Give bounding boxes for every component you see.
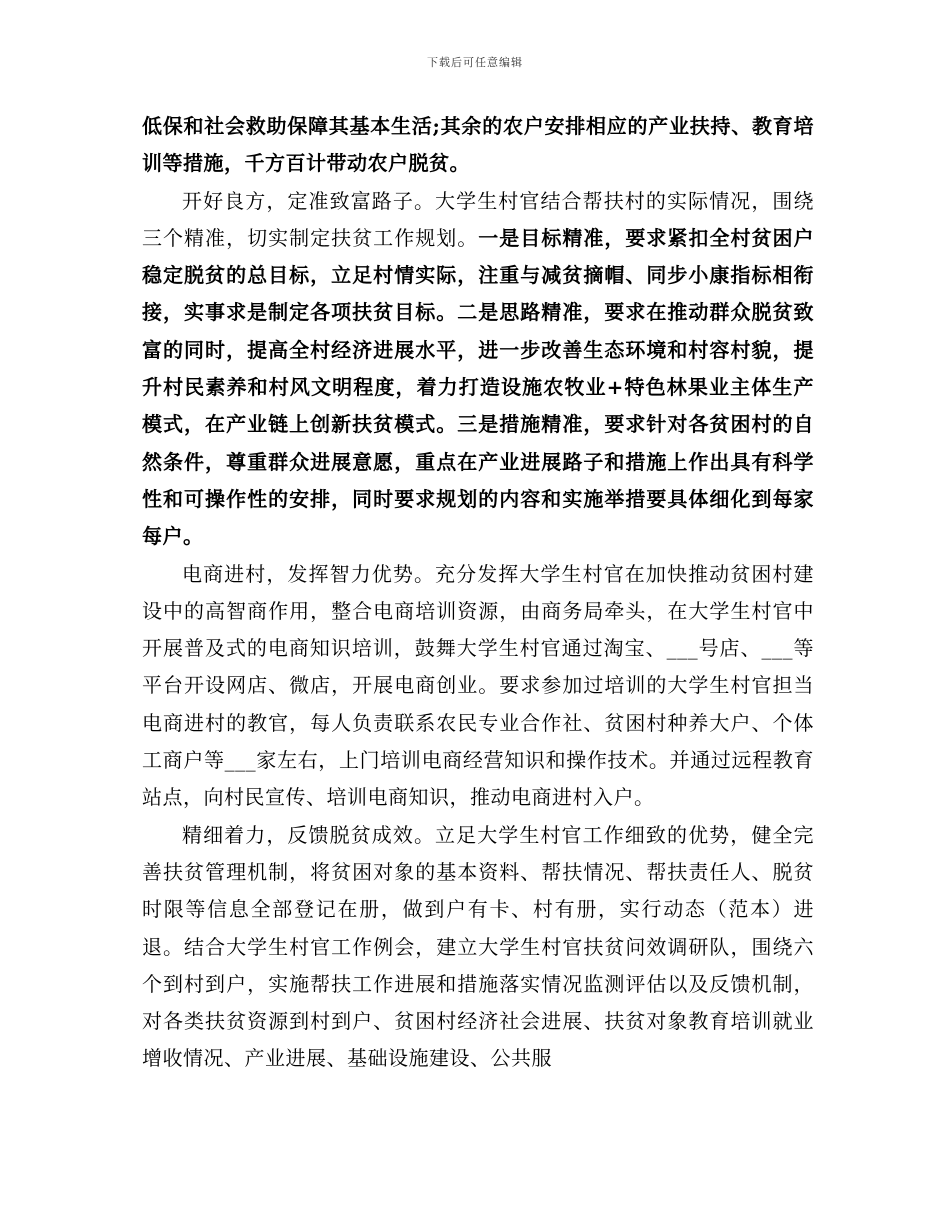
paragraph-3-text: 电商进村，发挥智力优势。充分发挥大学生村官在加快推动贫困村建设中的高智商作用，整合电商培训资源，由商务局牵头，在大学生村官中开展普及式的电商知识培训，鼓舞大学生村官通过淘宝、___号店、___等平台开设网店、微店，开展电商创业。要求参加过培训的大学生村官担当电商进村的教官，每人负责联系农民专业合作社、贫困村种养大户、个体工商户等___家左右，上门培训电商经营知识和操作技术。并通过远程教育站点，向村民宣传、培训电商知识，推动电商进村入户。	[142, 561, 814, 810]
paragraph-2	[142, 183, 814, 556]
paragraph-4-text: 精细着力，反馈脱贫成效。立足大学生村官工作细致的优势，健全完善扶贫管理机制，将贫困对象的基本资料、帮扶情况、帮扶责任人、脱贫时限等信息全部登记在册，做到户有卡、村有册，实行动态（范本）进退。结合大学生村官工作例会，建立大学生村官扶贫问效调研队，围绕六个到村到户，实施帮扶工作进展和措施落实情况监测评估以及反馈机制，对各类扶贫资源到村到户、贫困村经济社会进展、扶贫对象教育培训就业增收情况、产业进展、基础设施建设、公共服	[142, 822, 814, 1071]
paragraph-2-bold-text: 一是目标精准，要求紧扣全村贫困户稳定脱贫的总目标，立足村情实际，注重与减贫摘帽、同步小康指标相衔接，实事求是制定各项扶贫目标。二是思路精准，要求在推动群众脱贫致富的同时，提高全村经济进展水平，进一步改善生态环境和村容村貌，提升村民素养和村风文明程度，着力打造设施农牧业+特色林果业主体生产模式，在产业链上创新扶贫模式。三是措施精准，要求针对各贫困村的自然条件，尊重群众进展意愿，重点在产业进展路子和措施上作出具有科学性和可操作性的安排，同时要求规划的内容和实施举措要具体细化到每家每户。	[142, 225, 815, 549]
paragraph-1-bold-text: 低保和社会救助保障其基本生活;其余的农户安排相应的产业扶持、教育培训等措施，千方百计带动农户脱贫。	[142, 114, 814, 176]
paragraph-1	[142, 108, 814, 183]
paragraph-4	[142, 817, 814, 1078]
paragraph-2-lead-text: 开好良方，定准致富路子。大学生村官结合帮扶村的实际情况，围绕三个精准，切实制定扶贫工作规划。	[142, 188, 814, 250]
paragraph-3	[142, 556, 814, 817]
document-body	[142, 108, 814, 1078]
page-header-note: 下载后可任意编辑	[427, 56, 523, 69]
